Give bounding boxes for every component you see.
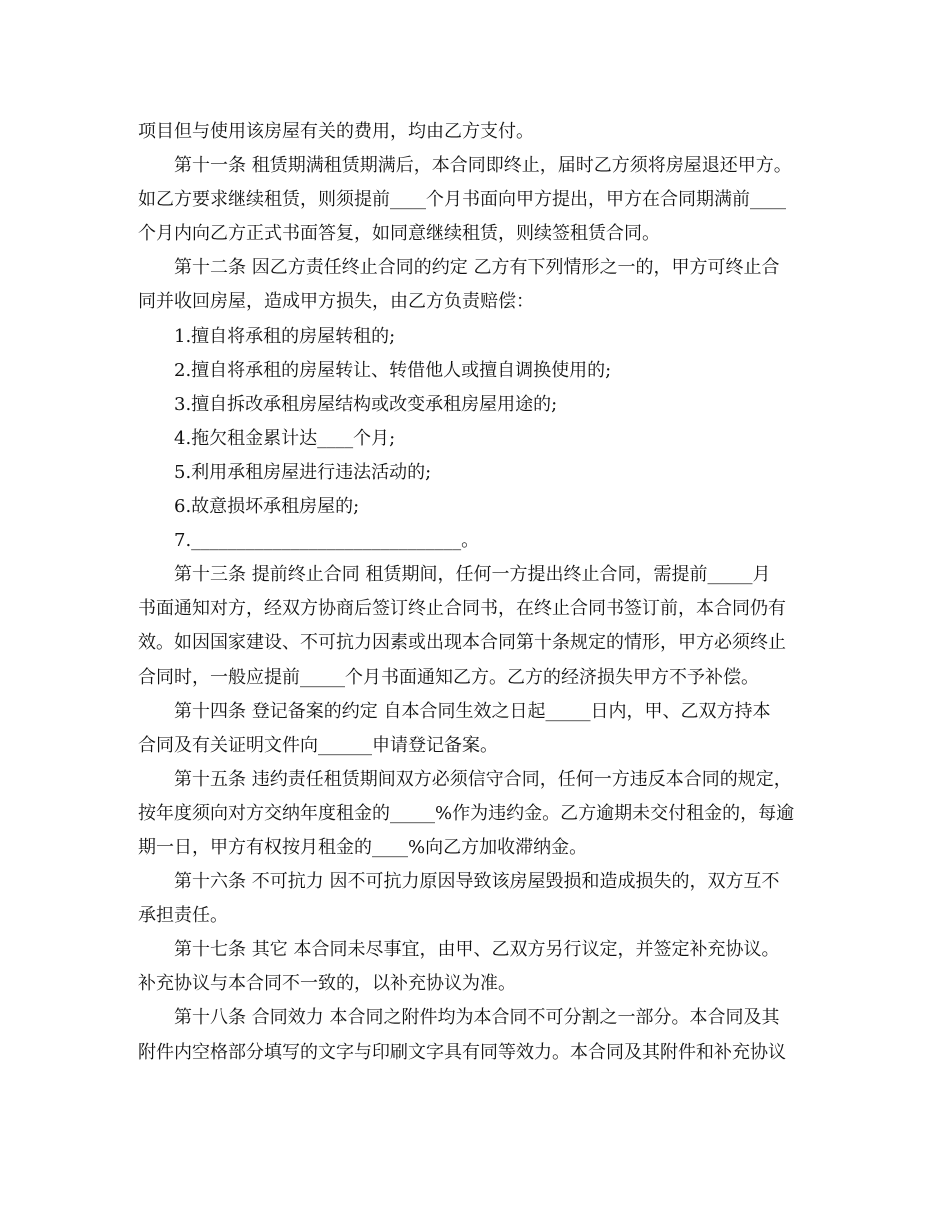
clause-12-heading-line: 第十二条 因乙方责任终止合同的约定 乙方有下列情形之一的，甲方可终止合 xyxy=(174,257,780,279)
list-item: 1.擅自将承租的房屋转租的; xyxy=(174,325,396,347)
list-item: 4.拖欠租金累计达____个月; xyxy=(174,427,396,449)
text-line: 补充协议与本合同不一致的，以补充协议为准。 xyxy=(138,973,516,995)
text-line: 项目但与使用该房屋有关的费用，均由乙方支付。 xyxy=(138,121,534,142)
text-line: 个月内向乙方正式书面答复，如同意继续租赁，则续签租赁合同。 xyxy=(138,223,660,245)
text-line: 合同及有关证明文件向______申请登记备案。 xyxy=(138,734,498,756)
list-item: 2.擅自将承租的房屋转让、转借他人或擅自调换使用的; xyxy=(174,359,612,381)
clause-11-heading-line: 第十一条 租赁期满租赁期满后，本合同即终止，届时乙方须将房屋退还甲方。 xyxy=(174,155,792,177)
text-line: 期一日，甲方有权按月租金的____%向乙方加收滞纳金。 xyxy=(138,836,588,858)
text-line: 如乙方要求继续租赁，则须提前____个月书面向甲方提出，甲方在合同期满前____ xyxy=(138,189,786,211)
list-item: 3.擅自拆改承租房屋结构或改变承租房屋用途的; xyxy=(174,393,558,415)
clause-18-heading-line: 第十八条 合同效力 本合同之附件均为本合同不可分割之一部分。本合同及其 xyxy=(174,1007,780,1029)
list-item: 6.故意损坏承租房屋的; xyxy=(174,496,360,518)
text-line: 承担责任。 xyxy=(138,905,228,927)
contract-text xyxy=(138,115,838,1070)
clause-13-heading-line: 第十三条 提前终止合同 租赁期间，任何一方提出终止合同，需提前_____月 xyxy=(174,564,771,586)
text-line: 效。如因国家建设、不可抗力因素或出现本合同第十条规定的情形，甲方必须终止 xyxy=(138,632,786,654)
text-line: 按年度须向对方交纳年度租金的_____%作为违约金。乙方逾期未交付租金的，每逾 xyxy=(138,802,795,824)
clause-17-heading-line: 第十七条 其它 本合同未尽事宜，由甲、乙双方另行议定，并签定补充协议。 xyxy=(174,939,780,961)
text-line: 合同时，一般应提前_____个月书面通知乙方。乙方的经济损失甲方不予补偿。 xyxy=(138,666,759,688)
text-line: 同并收回房屋，造成甲方损失，由乙方负责赔偿： xyxy=(138,291,534,313)
clause-14-heading-line: 第十四条 登记备案的约定 自本合同生效之日起_____日内，甲、乙双方持本 xyxy=(174,700,771,722)
text-line: 书面通知对方，经双方协商后签订终止合同书，在终止合同书签订前，本合同仍有 xyxy=(138,598,786,620)
list-item: 5.利用承租房屋进行违法活动的; xyxy=(174,461,432,483)
clause-16-heading-line: 第十六条 不可抗力 因不可抗力原因导致该房屋毁损和造成损失的，双方互不 xyxy=(174,871,780,893)
list-item: 7.______________________________。 xyxy=(174,530,480,552)
text-line: 附件内空格部分填写的文字与印刷文字具有同等效力。本合同及其附件和补充协议 xyxy=(138,1041,786,1063)
clause-15-heading-line: 第十五条 违约责任租赁期间双方必须信守合同，任何一方违反本合同的规定， xyxy=(174,768,792,790)
